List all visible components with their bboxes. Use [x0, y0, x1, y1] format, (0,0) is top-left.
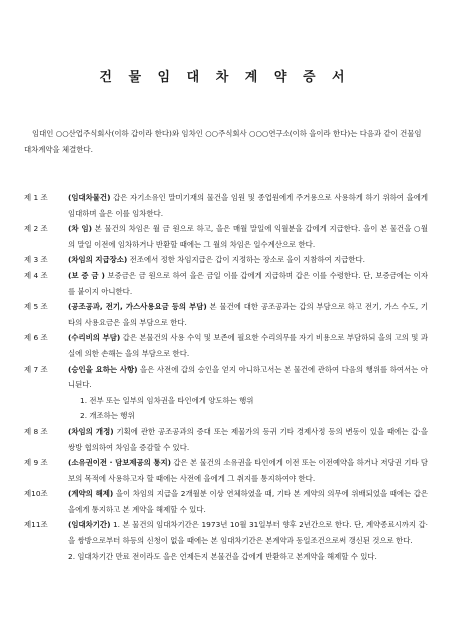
article-6 [24, 330, 428, 361]
article-heading: (수리비의 부담) [68, 333, 121, 343]
article-number: 제 1 조 [24, 193, 48, 202]
articles-list [24, 190, 428, 564]
article-text: 본 물건에 대한 공조공과는 갑의 부담으로 하고 전기, 가스 수도, 기타의 사용요금은 을의 부담으로 한다. [68, 302, 428, 327]
article-text: 갑은 본물건의 사용 수익 및 보존에 필요한 수리의무를 자기 비용으로 부담하되 을의 고의 및 과실에 의한 손해는 을의 부담으로 한다. [68, 333, 428, 358]
article-text: 을은 사전에 갑의 승인을 얻지 아니하고서는 본 물건에 관하여 다음의 행위를 하여서는 아니된다. [68, 364, 428, 390]
article-9 [24, 455, 428, 486]
article-heading: (차임의 지급장소) [68, 255, 128, 265]
article-text: 보증금은 금 원으로 하여 을은 금일 이를 갑에게 지급하며 갑은 이를 수령한다. 단, 보증금에는 이자를 붙이지 아니한다. [68, 270, 428, 296]
document-title: 건 물 임 대 차 계 약 증 서 [99, 70, 351, 85]
article-heading: (차 임) [68, 224, 92, 234]
intro-paragraph: 임대인 ○○산업주식회사(이하 갑이라 한다)와 임차인 ○○주식회사 ○○○연구소(이하 을이라 한다)는 다음과 같이 건물임대차계약을 체결한다. [24, 129, 422, 154]
article-heading: (소유권이전 · 담보제공의 통지) [68, 458, 172, 468]
article-number: 제 6 조 [24, 333, 48, 343]
article-7-item-2: 2. 개조하는 행위 [80, 411, 135, 421]
article-number: 제 9 조 [24, 458, 48, 468]
article-7-item-1: 1. 전부 또는 일부의 임차권을 타인에게 양도하는 행위 [80, 395, 254, 405]
article-heading: (계약의 해제) [68, 489, 114, 499]
article-text: 본 물건의 차임은 월 금 원으로 하고, 을은 매월 말일에 익월분을 갑에게 지급한다. 을이 본 물건을 ○월의 말일 이전에 임차하거나 반환할 때에는 그 월의 차임은 일수계산으로 한다. [68, 224, 428, 249]
article-number: 제 2 조 [24, 224, 48, 234]
article-text: 기획에 관한 공조공과의 증대 또는 제물가의 등귀 기타 경제사정 등의 변동이 있을 때에는 갑·을 쌍방 협의하여 차임을 증감할 수 있다. [68, 426, 428, 452]
article-4 [24, 268, 428, 299]
article-2 [24, 221, 428, 252]
article-text: 갑은 자기소유인 말미기재의 물건을 임원 및 종업원에게 주거용으로 사용하게 하기 위하여 을에게 임대하며 을은 이를 임차한다. [68, 193, 428, 218]
article-heading: (공조공과, 전기, 가스사용요금 등의 부담) [68, 302, 207, 312]
article-11-item-2: 2. 임대차기간 만료 전이라도 을은 언제든지 본물건을 갑에게 반환하고 본계약을 해제할 수 있다. [68, 551, 377, 561]
article-11 [24, 517, 428, 548]
article-text: 갑은 본 물건의 소유권을 타인에게 이전 또는 이전예약을 하거나 저당권 기타 담보의 목적에 사용하고자 할 때에는 사전에 을에게 그 취지를 통지하여야 한다. [68, 458, 428, 483]
article-number: 제 4 조 [24, 270, 48, 280]
article-3 [24, 252, 428, 268]
article-number: 제 5 조 [24, 302, 48, 312]
article-number: 제11조 [24, 520, 48, 530]
article-heading: (임대차물건) [68, 193, 111, 202]
article-7 [24, 362, 428, 393]
article-1 [24, 190, 428, 221]
article-number: 제 7 조 [24, 364, 48, 374]
article-heading: (보 증 금 ) [68, 270, 105, 280]
article-text: 을이 차임의 지급을 2개월분 이상 연체하였을 때, 기타 본 계약의 의무에 위배되었을 때에는 갑은 을에게 통지하고 본 계약을 해제할 수 있다. [68, 489, 428, 514]
article-number: 제10조 [24, 489, 48, 499]
article-heading: (임대차기간) [68, 520, 111, 530]
article-10 [24, 486, 428, 517]
article-text: 1. 본 물건의 임대차기간은 1973년 10월 31일부터 향후 2년간으로 한다. 단, 계약종료시까지 갑·을 쌍방으로부터 하등의 신청이 없을 때에는 본 임대차기간은 본계약과 동일조건으로써 갱신된 것으로 한다. [68, 520, 428, 546]
article-text: 전조에서 정한 차임지급은 갑이 지정하는 장소로 을이 지참하여 지급한다. [127, 255, 365, 265]
article-heading: (차임의 개정) [68, 426, 114, 436]
article-5 [24, 299, 428, 330]
article-number: 제 3 조 [24, 255, 48, 265]
article-number: 제 8 조 [24, 426, 48, 436]
article-heading: (승인을 요하는 사항) [68, 364, 138, 374]
article-8 [24, 424, 428, 455]
